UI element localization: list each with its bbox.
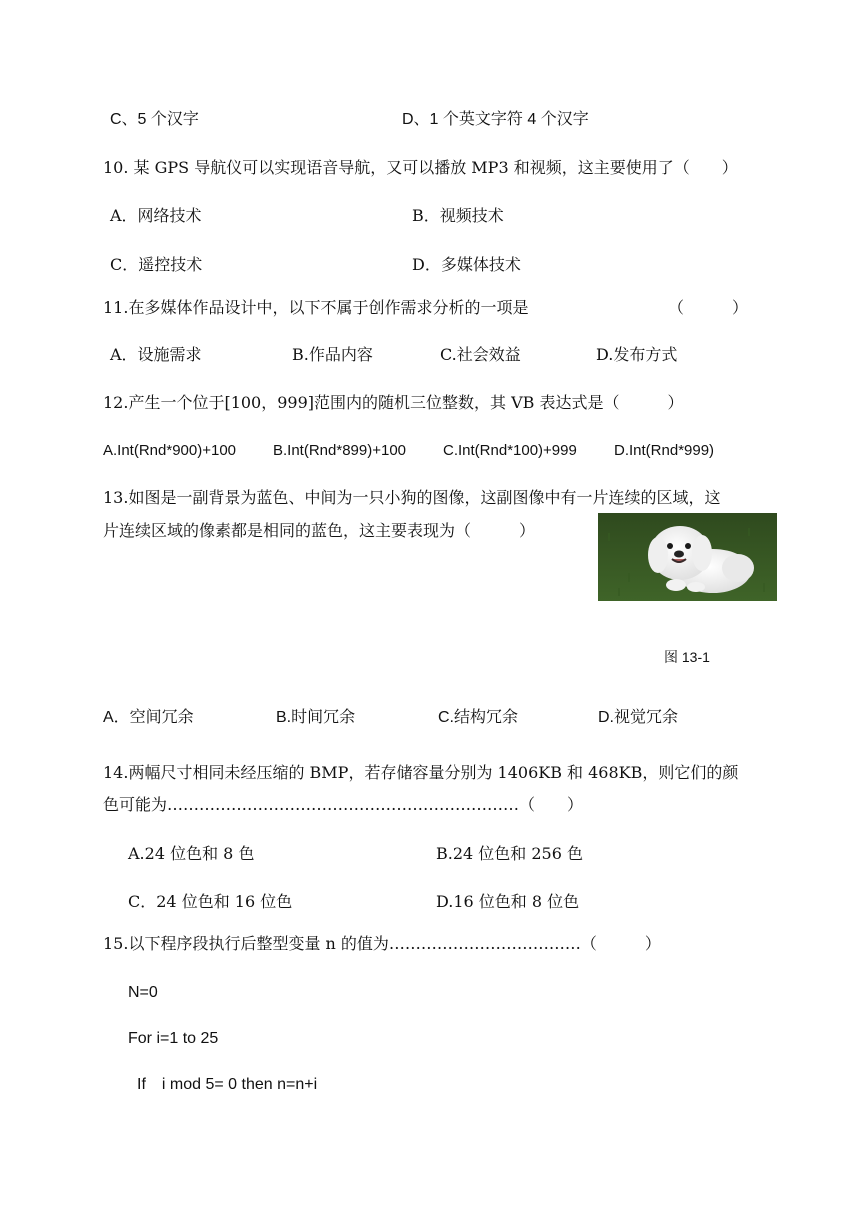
q10-option-d: D．多媒体技术	[412, 255, 521, 274]
q13-option-b: B.时间冗余	[276, 709, 356, 726]
q12-option-b: B.Int(Rnd*899)+100	[273, 442, 407, 459]
q11-answer-paren: （ ）	[668, 298, 749, 317]
q11-option-b: B.作品内容	[292, 345, 373, 364]
q12-option-a: A.Int(Rnd*900)+100	[103, 442, 237, 459]
q13-option-d: D.视觉冗余	[598, 709, 679, 726]
q9-option-d: D、1 个英文字符 4 个汉字	[402, 111, 589, 128]
q14-option-c: C．24 位色和 16 位色	[128, 892, 293, 911]
q14-option-b: B.24 位色和 256 色	[436, 844, 584, 863]
q11-option-a: A．设施需求	[110, 345, 202, 364]
q15-stem: 15.以下程序段执行后整型变量 n 的值为………………………………（ ）	[103, 934, 661, 953]
q10-option-b: B．视频技术	[412, 206, 504, 225]
q14-stem-line1: 14.两幅尺寸相同未经压缩的 BMP，若存储容量分别为 1406KB 和 468KB，则它们的颜	[103, 763, 739, 782]
q10-stem: 10. 某 GPS 导航仪可以实现语音导航，又可以播放 MP3 和视频，这主要使用了（ ）	[103, 158, 738, 177]
q11-stem: 11.在多媒体作品设计中，以下不属于创作需求分析的一项是	[103, 298, 529, 317]
q12-option-c: C.Int(Rnd*100)+999	[443, 442, 577, 459]
dog-photo	[598, 513, 777, 601]
q11-option-c: C.社会效益	[440, 345, 521, 364]
q12-stem: 12.产生一个位于[100，999]范围内的随机三位整数，其 VB 表达式是（ ）	[103, 393, 684, 412]
q12-option-d: D.Int(Rnd*999)	[614, 442, 715, 459]
figure-caption: 图 13-1	[664, 649, 710, 665]
q13-stem-line1: 13.如图是一副背景为蓝色、中间为一只小狗的图像，这副图像中有一片连续的区域，这	[103, 488, 721, 507]
q14-stem-line2: 色可能为…………………………………………………………（ ）	[103, 795, 584, 814]
q13-option-a: A．空间冗余	[103, 709, 194, 726]
q15-code-line3: If i mod 5= 0 then n=n+i	[137, 1076, 318, 1093]
q15-code-line1: N=0	[128, 984, 158, 1001]
q11-option-d: D.发布方式	[596, 345, 678, 364]
q10-option-c: C．遥控技术	[110, 255, 203, 274]
q9-option-c: C、5 个汉字	[110, 111, 199, 128]
q15-code-line2: For i=1 to 25	[128, 1030, 219, 1047]
q14-option-d: D.16 位色和 8 位色	[436, 892, 580, 911]
q10-option-a: A．网络技术	[110, 206, 202, 225]
q13-stem-line2: 片连续区域的像素都是相同的蓝色，这主要表现为（ ）	[103, 521, 536, 540]
q13-option-c: C.结构冗余	[438, 709, 519, 726]
q14-option-a: A.24 位色和 8 色	[128, 844, 255, 863]
